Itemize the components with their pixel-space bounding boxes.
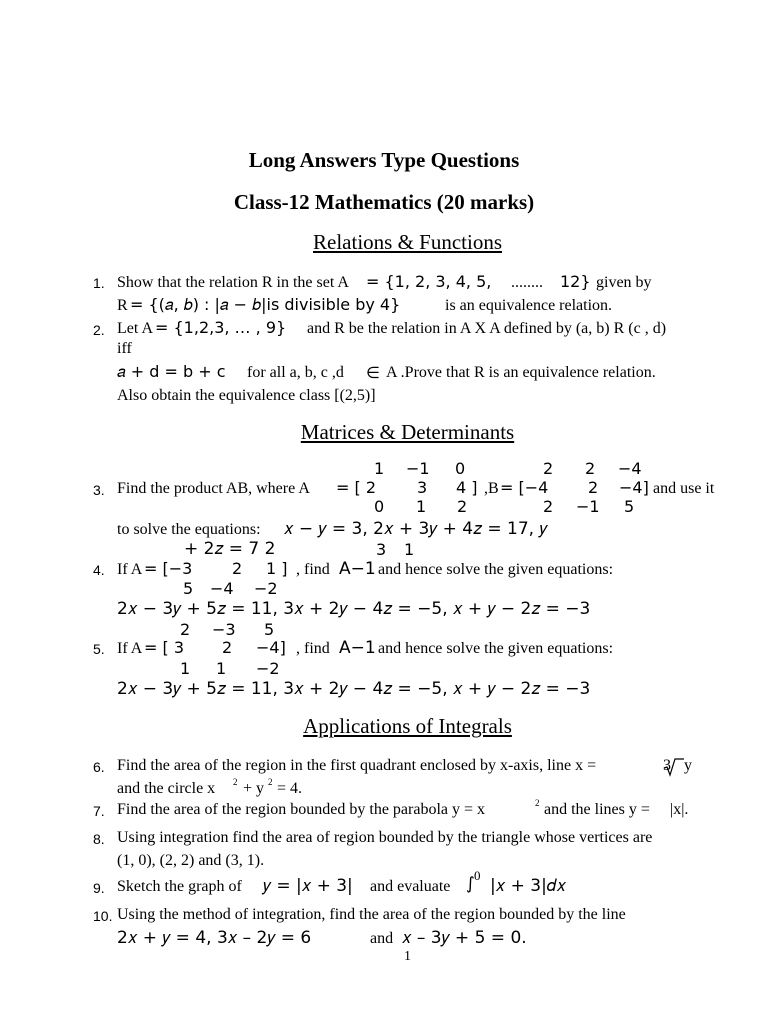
question-text: and evaluate [370, 878, 451, 895]
matrix-a-entry: 0 [455, 459, 466, 478]
math-expression: 3 [376, 540, 387, 559]
math-expression: 2𝑥 + 𝑦 = 4, 3𝑥 – 2𝑦 = 6 [117, 928, 312, 948]
question-number: 6. [93, 759, 105, 775]
question-text: y [684, 757, 692, 774]
integral-upper-limit: 0 [474, 868, 481, 883]
math-expression: 𝑦 = |𝑥 + 3| [263, 876, 353, 896]
math-expression: = [−3 [144, 559, 193, 578]
math-expression: |x|. [670, 801, 689, 818]
math-expression: = {1, 2, 3, 4, 5, [366, 272, 492, 291]
question-text: and [370, 930, 394, 947]
question-text: and the circle x [117, 780, 216, 797]
question-text: ........ [511, 274, 543, 291]
question-text: R [117, 297, 128, 314]
question-text: is an equivalence relation. [445, 297, 613, 314]
question-number: 2. [93, 322, 105, 338]
matrix-entry: 2 [180, 620, 191, 639]
matrix-entry: −3 [212, 620, 236, 639]
question-text: for all a, b, c ,d [247, 364, 344, 381]
matrix-a-entry: 1 [416, 497, 427, 516]
question-text: Find the area of the region in the first quadrant enclosed by x-axis, line x = [117, 757, 597, 774]
question-number: 5. [93, 641, 105, 657]
math-expression: A−1 [339, 638, 376, 658]
superscript: 2 [268, 777, 273, 787]
integral-sign: ∫ [466, 874, 475, 894]
math-expression: 4 ] [456, 478, 478, 497]
question-text: and use it [653, 480, 715, 497]
math-expression: = {1,2,3, … , 9} [155, 318, 287, 337]
math-expression: ∈ [366, 363, 380, 382]
question-number: 9. [93, 880, 105, 896]
math-expression: −4] [256, 638, 286, 657]
question-text: If A [117, 640, 143, 657]
matrix-a-entry: 0 [374, 497, 385, 516]
math-expression: |𝑥 + 3|𝑑𝑥 [490, 876, 567, 896]
math-expression: 1 ] [266, 559, 288, 578]
math-expression: 𝑥 – 3𝑦 + 5 = 0. [402, 928, 527, 948]
matrix-a-entry: 1 [374, 459, 385, 478]
question-text: Find the product AB, where A [117, 480, 310, 497]
section-heading-integrals: Applications of Integrals [303, 714, 512, 738]
question-text: Show that the relation R in the set A [117, 274, 349, 291]
matrix-b-entry: −4 [618, 459, 642, 478]
question-text: and the lines y = [544, 801, 650, 818]
question-text: and hence solve the given equations: [378, 640, 614, 657]
matrix-b-entry: 2 [588, 478, 599, 497]
question-text: Also obtain the equivalence class [(2,5)] [117, 387, 376, 404]
question-text: Using the method of integration, find the area of the region bounded by the line [117, 906, 626, 923]
question-text: iff [117, 340, 132, 357]
superscript: 2 [535, 798, 540, 808]
matrix-entry: 2 [222, 638, 233, 657]
page-subtitle: Class-12 Mathematics (20 marks) [233, 190, 535, 214]
question-text: = 4. [277, 780, 303, 797]
matrix-a-entry: 2 [457, 497, 468, 516]
matrix-b-entry: 2 [543, 459, 554, 478]
question-text: Using integration find the area of region bounded by the triangle whose vertices are [117, 829, 653, 846]
math-expression: = [−4 [500, 478, 549, 497]
math-expression: 2𝑥 − 3𝑦 + 5𝑧 = 11, 3𝑥 + 2𝑦 − 4𝑧 = −5, 𝑥 + 𝑦 − 2𝑧 = −3 [117, 599, 591, 619]
math-expression: −4] [619, 478, 649, 497]
matrix-entry: 1 [216, 659, 227, 678]
math-expression: = {(𝑎, 𝑏) : |𝑎 − 𝑏|is divisible by 4} [130, 295, 401, 314]
question-text: and R be the relation in A X A defined by (a, b) R (c , d) [307, 320, 667, 337]
matrix-entry: −2 [254, 579, 278, 598]
question-text: to solve the equations: [117, 521, 261, 538]
question-text: given by [596, 274, 652, 291]
square-root-icon [661, 756, 685, 778]
math-expression: A−1 [339, 559, 376, 579]
math-expression: 1 [404, 540, 415, 559]
question-text: + y [243, 780, 265, 797]
math-expression: 12} [560, 272, 591, 291]
question-text: If A [117, 561, 143, 578]
matrix-b-entry: −1 [576, 497, 600, 516]
question-text: , find [296, 561, 330, 578]
matrix-b-entry: 2 [543, 497, 554, 516]
matrix-b-entry: 2 [585, 459, 596, 478]
question-number: 4. [93, 562, 105, 578]
page-title: Long Answers Type Questions [248, 148, 520, 172]
math-expression: 3 [663, 757, 671, 774]
matrix-entry: −4 [210, 579, 234, 598]
matrix-entry: 5 [183, 579, 194, 598]
matrix-a-entry: 3 [417, 478, 428, 497]
math-expression: = [ 3 [144, 638, 184, 657]
page-number: 1 [404, 949, 411, 964]
superscript: 2 [233, 777, 238, 787]
matrix-entry: 2 [232, 559, 243, 578]
math-expression: = [ 2 [336, 478, 376, 497]
section-heading-matrices: Matrices & Determinants [300, 420, 515, 444]
matrix-entry: 5 [264, 620, 275, 639]
question-text: ,B [484, 480, 499, 497]
section-heading-relations: Relations & Functions [313, 230, 502, 254]
question-number: 8. [93, 831, 105, 847]
math-expression: + 2𝑧 = 7 2 [184, 539, 276, 559]
question-text: A .Prove that R is an equivalence relation. [386, 364, 656, 381]
question-number: 10. [93, 908, 113, 924]
math-expression: 𝑎 + d = b + c [117, 362, 226, 381]
question-text: (1, 0), (2, 2) and (3, 1). [117, 852, 265, 869]
question-text: Sketch the graph of [117, 878, 242, 895]
question-text: Let A [117, 320, 153, 337]
question-number: 3. [93, 482, 105, 498]
math-expression: 𝑥 − 𝑦 = 3, 2𝑥 + 3𝑦 + 4𝑧 = 17, 𝑦 [284, 519, 548, 539]
matrix-entry: 1 [180, 659, 191, 678]
question-text: Find the area of the region bounded by the parabola y = x [117, 801, 486, 818]
question-text: and hence solve the given equations: [378, 561, 614, 578]
math-expression: 2𝑥 − 3𝑦 + 5𝑧 = 11, 3𝑥 + 2𝑦 − 4𝑧 = −5, 𝑥 + 𝑦 − 2𝑧 = −3 [117, 679, 591, 699]
matrix-a-entry: −1 [406, 459, 430, 478]
matrix-entry: −2 [256, 659, 280, 678]
question-text: , find [296, 640, 330, 657]
matrix-b-entry: 5 [624, 497, 635, 516]
question-number: 7. [93, 803, 105, 819]
question-number: 1. [93, 275, 105, 291]
